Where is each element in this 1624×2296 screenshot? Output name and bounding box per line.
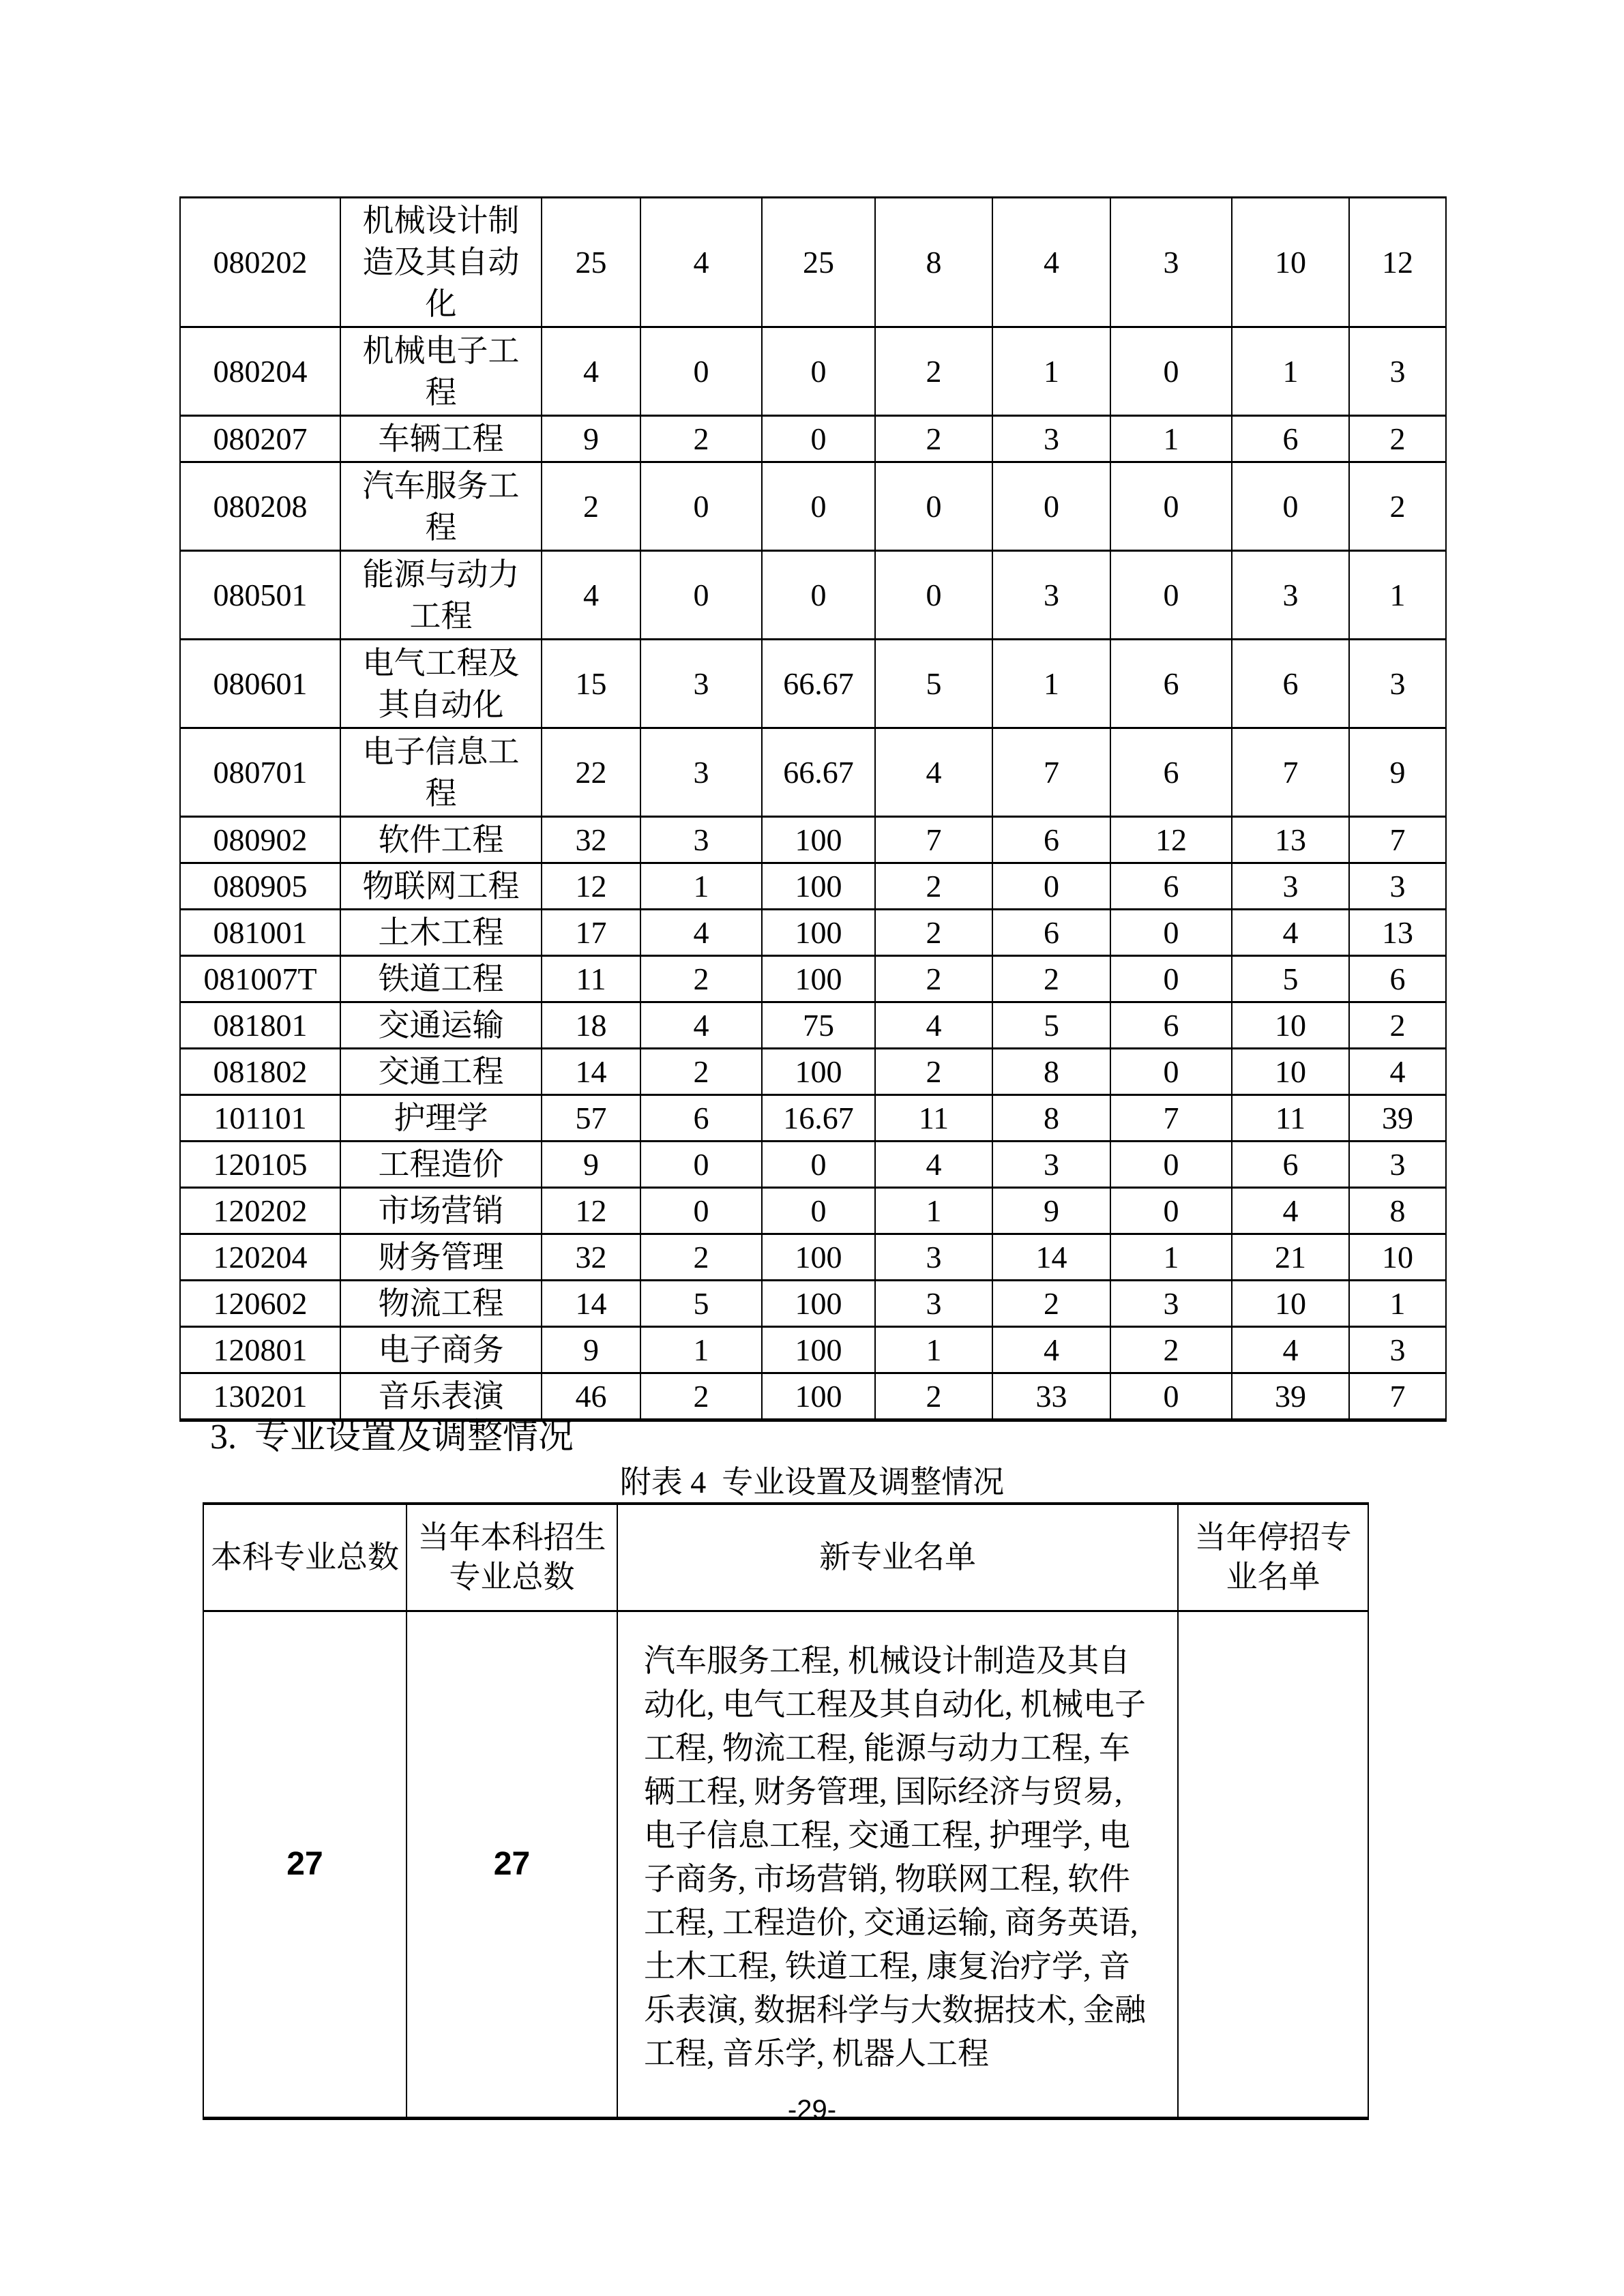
- stat-cell-4: 2: [875, 956, 992, 1002]
- major-code-cell: 081001: [180, 910, 340, 956]
- stat-cell-6: 0: [1110, 327, 1232, 416]
- stat-cell-6: 6: [1110, 863, 1232, 910]
- table-row: [180, 640, 1446, 728]
- stat-cell-3: 100: [762, 956, 875, 1002]
- table-row: [180, 1373, 1446, 1420]
- major-name-cell: 音乐表演: [340, 1373, 542, 1420]
- stat-cell-7: 7: [1232, 728, 1349, 817]
- stat-cell-4: 2: [875, 416, 992, 462]
- stat-cell-1: 17: [542, 910, 640, 956]
- stat-cell-2: 2: [640, 956, 762, 1002]
- major-name-cell: 土木工程: [340, 910, 542, 956]
- stat-cell-5: 3: [992, 416, 1110, 462]
- stat-cell-2: 2: [640, 1234, 762, 1281]
- stat-cell-5: 8: [992, 1095, 1110, 1142]
- table-row: [180, 817, 1446, 863]
- table-row: [180, 1002, 1446, 1049]
- stat-cell-3: 16.67: [762, 1095, 875, 1142]
- major-code-cell: 080202: [180, 198, 340, 327]
- stat-cell-6: 3: [1110, 198, 1232, 327]
- enrolling-majors-total-cell: 27: [407, 1611, 617, 2118]
- stat-cell-2: 2: [640, 1049, 762, 1095]
- stat-cell-5: 5: [992, 1002, 1110, 1049]
- major-name-cell: 车辆工程: [340, 416, 542, 462]
- stat-cell-5: 8: [992, 1049, 1110, 1095]
- stat-cell-3: 0: [762, 416, 875, 462]
- section-heading: 3. 专业设置及调整情况: [210, 1418, 574, 1457]
- major-code-cell: 120602: [180, 1281, 340, 1327]
- table-row: [180, 1327, 1446, 1373]
- stat-cell-5: 6: [992, 910, 1110, 956]
- stat-cell-3: 0: [762, 462, 875, 551]
- stat-cell-5: 3: [992, 1142, 1110, 1188]
- stat-cell-7: 10: [1232, 1281, 1349, 1327]
- table-row: [180, 551, 1446, 640]
- stat-cell-6: 6: [1110, 1002, 1232, 1049]
- page-number: -29-: [787, 2095, 837, 2125]
- stat-cell-7: 5: [1232, 956, 1349, 1002]
- table-row: [180, 462, 1446, 551]
- stat-cell-7: 1: [1232, 327, 1349, 416]
- stat-cell-5: 33: [992, 1373, 1110, 1420]
- stat-cell-1: 14: [542, 1281, 640, 1327]
- stat-cell-6: 12: [1110, 817, 1232, 863]
- major-code-cell: 080701: [180, 728, 340, 817]
- stat-cell-5: 9: [992, 1188, 1110, 1234]
- stat-cell-6: 0: [1110, 1373, 1232, 1420]
- stat-cell-5: 2: [992, 956, 1110, 1002]
- major-code-cell: 080601: [180, 640, 340, 728]
- stat-cell-6: 1: [1110, 416, 1232, 462]
- table-row: [180, 863, 1446, 910]
- major-name-cell: 工程造价: [340, 1142, 542, 1188]
- stat-cell-6: 0: [1110, 1049, 1232, 1095]
- stat-cell-8: 7: [1349, 1373, 1446, 1420]
- stat-cell-8: 39: [1349, 1095, 1446, 1142]
- stat-cell-2: 4: [640, 198, 762, 327]
- stat-cell-2: 2: [640, 416, 762, 462]
- table-row: [180, 1049, 1446, 1095]
- stat-cell-8: 13: [1349, 910, 1446, 956]
- stat-cell-6: 0: [1110, 910, 1232, 956]
- stat-cell-1: 4: [542, 551, 640, 640]
- major-name-cell: 软件工程: [340, 817, 542, 863]
- stat-cell-4: 2: [875, 327, 992, 416]
- table-row: [180, 327, 1446, 416]
- majors-setup-table: [203, 1502, 1369, 2120]
- major-code-cell: 080905: [180, 863, 340, 910]
- major-name-cell: 交通工程: [340, 1049, 542, 1095]
- stat-cell-8: 2: [1349, 462, 1446, 551]
- table-row: [180, 198, 1446, 327]
- major-code-cell: 101101: [180, 1095, 340, 1142]
- stat-cell-8: 7: [1349, 817, 1446, 863]
- setup-table-header-row: [203, 1504, 1368, 1611]
- stat-cell-7: 3: [1232, 863, 1349, 910]
- stat-cell-3: 66.67: [762, 640, 875, 728]
- stat-cell-6: 0: [1110, 956, 1232, 1002]
- stat-cell-7: 10: [1232, 198, 1349, 327]
- stat-cell-6: 6: [1110, 728, 1232, 817]
- stat-cell-4: 2: [875, 910, 992, 956]
- stat-cell-1: 22: [542, 728, 640, 817]
- stat-cell-1: 4: [542, 327, 640, 416]
- major-name-cell: 电气工程及其自动化: [340, 640, 542, 728]
- major-name-cell: 电子信息工程: [340, 728, 542, 817]
- stat-cell-3: 25: [762, 198, 875, 327]
- stat-cell-8: 4: [1349, 1049, 1446, 1095]
- major-code-cell: 130201: [180, 1373, 340, 1420]
- table-row: [180, 1281, 1446, 1327]
- major-name-cell: 电子商务: [340, 1327, 542, 1373]
- stat-cell-2: 5: [640, 1281, 762, 1327]
- major-name-cell: 机械电子工程: [340, 327, 542, 416]
- major-name-cell: 财务管理: [340, 1234, 542, 1281]
- stat-cell-5: 2: [992, 1281, 1110, 1327]
- stat-cell-3: 100: [762, 1281, 875, 1327]
- stat-cell-1: 57: [542, 1095, 640, 1142]
- stat-cell-2: 4: [640, 1002, 762, 1049]
- major-name-cell: 机械设计制造及其自动化: [340, 198, 542, 327]
- stat-cell-4: 2: [875, 1049, 992, 1095]
- major-code-cell: 120202: [180, 1188, 340, 1234]
- table-row: [180, 1142, 1446, 1188]
- stat-cell-6: 1: [1110, 1234, 1232, 1281]
- stopped-majors-list-cell: [1178, 1611, 1368, 2118]
- stat-cell-1: 18: [542, 1002, 640, 1049]
- stat-cell-6: 0: [1110, 1188, 1232, 1234]
- stat-cell-2: 3: [640, 728, 762, 817]
- stat-cell-1: 12: [542, 863, 640, 910]
- stat-cell-1: 9: [542, 1327, 640, 1373]
- setup-table-data-row: [203, 1611, 1368, 2118]
- undergrad-majors-total-cell: 27: [203, 1611, 407, 2118]
- stat-cell-8: 3: [1349, 863, 1446, 910]
- stat-cell-4: 2: [875, 863, 992, 910]
- stat-cell-1: 32: [542, 817, 640, 863]
- table-caption: 附表 4 专业设置及调整情况: [619, 1465, 1005, 1500]
- stat-cell-7: 3: [1232, 551, 1349, 640]
- header-stopped-majors-list: 当年停招专业名单: [1178, 1504, 1368, 1611]
- major-name-cell: 汽车服务工程: [340, 462, 542, 551]
- stat-cell-5: 3: [992, 551, 1110, 640]
- stat-cell-6: 7: [1110, 1095, 1232, 1142]
- stat-cell-2: 3: [640, 817, 762, 863]
- header-enrolling-majors-total: 当年本科招生专业总数: [407, 1504, 617, 1611]
- major-code-cell: 080902: [180, 817, 340, 863]
- stat-cell-3: 100: [762, 1234, 875, 1281]
- major-name-cell: 物联网工程: [340, 863, 542, 910]
- stat-cell-7: 21: [1232, 1234, 1349, 1281]
- major-code-cell: 081801: [180, 1002, 340, 1049]
- stat-cell-6: 3: [1110, 1281, 1232, 1327]
- stat-cell-8: 3: [1349, 1327, 1446, 1373]
- major-code-cell: 080208: [180, 462, 340, 551]
- major-name-cell: 铁道工程: [340, 956, 542, 1002]
- stat-cell-8: 2: [1349, 1002, 1446, 1049]
- table-row: [180, 956, 1446, 1002]
- stat-cell-4: 8: [875, 198, 992, 327]
- major-code-cell: 120105: [180, 1142, 340, 1188]
- major-code-cell: 080501: [180, 551, 340, 640]
- major-name-cell: 交通运输: [340, 1002, 542, 1049]
- stat-cell-8: 2: [1349, 416, 1446, 462]
- stat-cell-6: 2: [1110, 1327, 1232, 1373]
- table-row: [180, 910, 1446, 956]
- stat-cell-5: 1: [992, 327, 1110, 416]
- stat-cell-7: 10: [1232, 1049, 1349, 1095]
- stat-cell-7: 39: [1232, 1373, 1349, 1420]
- stat-cell-5: 0: [992, 462, 1110, 551]
- stat-cell-4: 4: [875, 1142, 992, 1188]
- stat-cell-4: 4: [875, 1002, 992, 1049]
- table-row: [180, 1234, 1446, 1281]
- majors-stats-table-body: [180, 198, 1446, 1420]
- stat-cell-4: 0: [875, 462, 992, 551]
- stat-cell-2: 0: [640, 1188, 762, 1234]
- new-majors-list-cell: 汽车服务工程, 机械设计制造及其自动化, 电气工程及其自动化, 机械电子工程, 物流工程, 能源与动力工程, 车辆工程, 财务管理, 国际经济与贸易, 电子信息工程, 交通工程, 护理学, 电子商务, 市场营销, 物联网工程, 软件工程, 工程造价, 交通运输, 商务英语, 土木工程, 铁道工程, 康复治疗学, 音乐表演, 数据科学与大数据技术, 金融工程, 音乐学, 机器人工程: [617, 1611, 1178, 2118]
- stat-cell-5: 1: [992, 640, 1110, 728]
- stat-cell-8: 3: [1349, 327, 1446, 416]
- stat-cell-3: 66.67: [762, 728, 875, 817]
- stat-cell-3: 100: [762, 1373, 875, 1420]
- stat-cell-6: 0: [1110, 551, 1232, 640]
- stat-cell-6: 0: [1110, 462, 1232, 551]
- stat-cell-2: 1: [640, 1327, 762, 1373]
- stat-cell-3: 100: [762, 863, 875, 910]
- major-code-cell: 120204: [180, 1234, 340, 1281]
- stat-cell-8: 10: [1349, 1234, 1446, 1281]
- stat-cell-8: 8: [1349, 1188, 1446, 1234]
- stat-cell-4: 11: [875, 1095, 992, 1142]
- stat-cell-5: 6: [992, 817, 1110, 863]
- stat-cell-3: 100: [762, 817, 875, 863]
- stat-cell-8: 3: [1349, 640, 1446, 728]
- stat-cell-3: 0: [762, 327, 875, 416]
- stat-cell-1: 14: [542, 1049, 640, 1095]
- stat-cell-7: 4: [1232, 910, 1349, 956]
- major-code-cell: 081802: [180, 1049, 340, 1095]
- stat-cell-3: 0: [762, 551, 875, 640]
- header-new-majors-list: 新专业名单: [617, 1504, 1178, 1611]
- stat-cell-4: 2: [875, 1373, 992, 1420]
- stat-cell-4: 3: [875, 1281, 992, 1327]
- major-code-cell: 080207: [180, 416, 340, 462]
- stat-cell-4: 0: [875, 551, 992, 640]
- stat-cell-4: 7: [875, 817, 992, 863]
- stat-cell-6: 0: [1110, 1142, 1232, 1188]
- stat-cell-7: 4: [1232, 1188, 1349, 1234]
- stat-cell-5: 0: [992, 863, 1110, 910]
- stat-cell-8: 3: [1349, 1142, 1446, 1188]
- table-row: [180, 728, 1446, 817]
- stat-cell-3: 100: [762, 1049, 875, 1095]
- stat-cell-8: 1: [1349, 551, 1446, 640]
- stat-cell-3: 100: [762, 910, 875, 956]
- stat-cell-1: 2: [542, 462, 640, 551]
- stat-cell-4: 3: [875, 1234, 992, 1281]
- stat-cell-7: 11: [1232, 1095, 1349, 1142]
- stat-cell-1: 46: [542, 1373, 640, 1420]
- stat-cell-2: 0: [640, 462, 762, 551]
- major-code-cell: 081007T: [180, 956, 340, 1002]
- stat-cell-2: 1: [640, 863, 762, 910]
- stat-cell-1: 32: [542, 1234, 640, 1281]
- stat-cell-4: 5: [875, 640, 992, 728]
- stat-cell-4: 1: [875, 1188, 992, 1234]
- stat-cell-3: 0: [762, 1188, 875, 1234]
- stat-cell-1: 12: [542, 1188, 640, 1234]
- stat-cell-3: 100: [762, 1327, 875, 1373]
- stat-cell-5: 7: [992, 728, 1110, 817]
- table-row: [180, 1188, 1446, 1234]
- stat-cell-5: 14: [992, 1234, 1110, 1281]
- major-name-cell: 能源与动力工程: [340, 551, 542, 640]
- majors-stats-table: [179, 196, 1447, 1422]
- stat-cell-2: 2: [640, 1373, 762, 1420]
- stat-cell-4: 1: [875, 1327, 992, 1373]
- stat-cell-7: 13: [1232, 817, 1349, 863]
- stat-cell-2: 0: [640, 551, 762, 640]
- stat-cell-7: 10: [1232, 1002, 1349, 1049]
- stat-cell-8: 6: [1349, 956, 1446, 1002]
- stat-cell-5: 4: [992, 198, 1110, 327]
- stat-cell-7: 6: [1232, 416, 1349, 462]
- major-code-cell: 080204: [180, 327, 340, 416]
- stat-cell-1: 9: [542, 1142, 640, 1188]
- stat-cell-1: 25: [542, 198, 640, 327]
- stat-cell-6: 6: [1110, 640, 1232, 728]
- stat-cell-2: 6: [640, 1095, 762, 1142]
- stat-cell-2: 4: [640, 910, 762, 956]
- stat-cell-8: 12: [1349, 198, 1446, 327]
- header-undergrad-majors-total: 本科专业总数: [203, 1504, 407, 1611]
- stat-cell-8: 1: [1349, 1281, 1446, 1327]
- stat-cell-5: 4: [992, 1327, 1110, 1373]
- major-name-cell: 物流工程: [340, 1281, 542, 1327]
- stat-cell-7: 0: [1232, 462, 1349, 551]
- stat-cell-1: 9: [542, 416, 640, 462]
- stat-cell-7: 4: [1232, 1327, 1349, 1373]
- major-name-cell: 护理学: [340, 1095, 542, 1142]
- stat-cell-1: 15: [542, 640, 640, 728]
- stat-cell-2: 0: [640, 327, 762, 416]
- table-row: [180, 416, 1446, 462]
- stat-cell-2: 3: [640, 640, 762, 728]
- stat-cell-1: 11: [542, 956, 640, 1002]
- stat-cell-2: 0: [640, 1142, 762, 1188]
- stat-cell-7: 6: [1232, 1142, 1349, 1188]
- stat-cell-4: 4: [875, 728, 992, 817]
- major-code-cell: 120801: [180, 1327, 340, 1373]
- stat-cell-7: 6: [1232, 640, 1349, 728]
- stat-cell-3: 0: [762, 1142, 875, 1188]
- table-row: [180, 1095, 1446, 1142]
- stat-cell-8: 9: [1349, 728, 1446, 817]
- major-name-cell: 市场营销: [340, 1188, 542, 1234]
- stat-cell-3: 75: [762, 1002, 875, 1049]
